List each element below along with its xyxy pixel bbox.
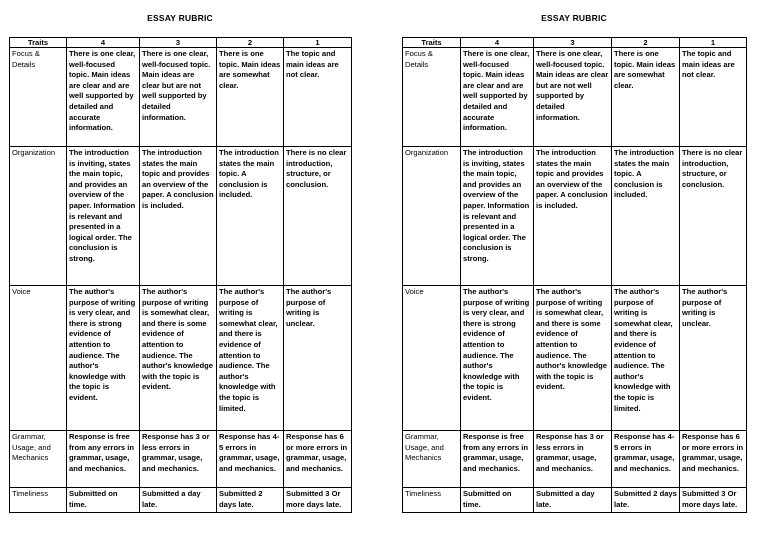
score-cell: There is one topic. Main ideas are somewhat clear. xyxy=(217,48,284,147)
table-row xyxy=(403,48,747,147)
score-cell: There is one clear, well-focused topic. Main ideas are clear and are well supported by detailed and accurate information. xyxy=(67,48,140,147)
trait-label: Grammar, Usage, and Mechanics xyxy=(10,431,67,488)
trait-label: Focus & Details xyxy=(10,48,67,147)
score-cell: The author's purpose of writing is very clear, and there is strong evidence of attention to audience. The author's knowledge with the topic is evident. xyxy=(67,286,140,431)
score-cell: Submitted on time. xyxy=(67,488,140,513)
trait-label: Timeliness xyxy=(403,488,461,513)
rubric-table xyxy=(9,37,352,513)
score-cell: Response has 4-5 errors in grammar, usage, and mechanics. xyxy=(612,431,680,488)
score-cell: The topic and main ideas are not clear. xyxy=(680,48,747,147)
table-row xyxy=(403,488,747,513)
score-cell: There is one topic. Main ideas are somewhat clear. xyxy=(612,48,680,147)
table-row xyxy=(403,147,747,286)
score-cell: The introduction is inviting, states the main topic, and provides an overview of the paper. Information is relevant and presented in a logical order. The conclusion is strong. xyxy=(461,147,534,286)
score-cell: The introduction states the main topic and provides an overview of the paper. A conclusion is included. xyxy=(140,147,217,286)
score-cell: Response is free from any errors in grammar, usage, and mechanics. xyxy=(461,431,534,488)
header-score-3: 3 xyxy=(534,38,612,48)
score-cell: Response has 6 or more errors in grammar, usage, and mechanics. xyxy=(680,431,747,488)
page-title: ESSAY RUBRIC xyxy=(541,13,607,23)
score-cell: There is one clear, well-focused topic. Main ideas are clear but are not well supported by detailed information. xyxy=(140,48,217,147)
table-row xyxy=(403,286,747,431)
table-row xyxy=(10,286,352,431)
header-score-1: 1 xyxy=(284,38,352,48)
score-cell: The author's purpose of writing is unclear. xyxy=(680,286,747,431)
trait-label: Voice xyxy=(10,286,67,431)
score-cell: Submitted 3 Or more days late. xyxy=(284,488,352,513)
score-cell: Submitted 2 days late. xyxy=(612,488,680,513)
table-row xyxy=(10,48,352,147)
score-cell: Response is free from any errors in grammar, usage, and mechanics. xyxy=(67,431,140,488)
header-score-4: 4 xyxy=(461,38,534,48)
header-score-2: 2 xyxy=(217,38,284,48)
table-row xyxy=(10,431,352,488)
score-cell: There is one clear, well-focused topic. Main ideas are clear and are well supported by detailed and accurate information. xyxy=(461,48,534,147)
score-cell: Response has 3 or less errors in grammar, usage, and mechanics. xyxy=(140,431,217,488)
score-cell: The author's purpose of writing is somewhat clear, and there is some evidence of attention to audience. The author's knowledge with the topic is evident. xyxy=(534,286,612,431)
score-cell: The author's purpose of writing is very clear, and there is strong evidence of attention to audience. The author's knowledge with the topic is evident. xyxy=(461,286,534,431)
header-score-2: 2 xyxy=(612,38,680,48)
table-row xyxy=(10,147,352,286)
score-cell: The introduction is inviting, states the main topic, and provides an overview of the paper. Information is relevant and presented in a logical order. The conclusion is strong. xyxy=(67,147,140,286)
table-row xyxy=(403,431,747,488)
score-cell: The introduction states the main topic and provides an overview of the paper. A conclusion is included. xyxy=(534,147,612,286)
trait-label: Organization xyxy=(403,147,461,286)
score-cell: Response has 3 or less errors in grammar, usage, and mechanics. xyxy=(534,431,612,488)
trait-label: Focus & Details xyxy=(403,48,461,147)
trait-label: Timeliness xyxy=(10,488,67,513)
header-traits: Traits xyxy=(403,38,461,48)
score-cell: The author's purpose of writing is somewhat clear, and there is evidence of attention to audience. The author's knowledge with the topic is limited. xyxy=(612,286,680,431)
header-row xyxy=(10,38,352,48)
score-cell: Submitted a day late. xyxy=(140,488,217,513)
table-row xyxy=(10,488,352,513)
score-cell: Response has 6 or more errors in grammar, usage, and mechanics. xyxy=(284,431,352,488)
score-cell: Submitted 2 days late. xyxy=(217,488,284,513)
header-score-4: 4 xyxy=(67,38,140,48)
score-cell: The introduction states the main topic. A conclusion is included. xyxy=(612,147,680,286)
score-cell: The author's purpose of writing is unclear. xyxy=(284,286,352,431)
score-cell: Submitted on time. xyxy=(461,488,534,513)
trait-label: Voice xyxy=(403,286,461,431)
score-cell: The author's purpose of writing is somewhat clear, and there is evidence of attention to audience. The author's knowledge with the topic is limited. xyxy=(217,286,284,431)
header-traits: Traits xyxy=(10,38,67,48)
score-cell: The topic and main ideas are not clear. xyxy=(284,48,352,147)
score-cell: The author's purpose of writing is somewhat clear, and there is some evidence of attention to audience. The author's knowledge with the topic is evident. xyxy=(140,286,217,431)
trait-label: Organization xyxy=(10,147,67,286)
trait-label: Grammar, Usage, and Mechanics xyxy=(403,431,461,488)
rubric-table xyxy=(402,37,747,513)
score-cell: Submitted 3 Or more days late. xyxy=(680,488,747,513)
score-cell: Submitted a day late. xyxy=(534,488,612,513)
score-cell: The introduction states the main topic. A conclusion is included. xyxy=(217,147,284,286)
header-score-1: 1 xyxy=(680,38,747,48)
header-row xyxy=(403,38,747,48)
score-cell: Response has 4-5 errors in grammar, usage, and mechanics. xyxy=(217,431,284,488)
page-title: ESSAY RUBRIC xyxy=(147,13,213,23)
score-cell: There is one clear, well-focused topic. Main ideas are clear but are not well supported by detailed information. xyxy=(534,48,612,147)
score-cell: There is no clear introduction, structure, or conclusion. xyxy=(284,147,352,286)
header-score-3: 3 xyxy=(140,38,217,48)
score-cell: There is no clear introduction, structure, or conclusion. xyxy=(680,147,747,286)
